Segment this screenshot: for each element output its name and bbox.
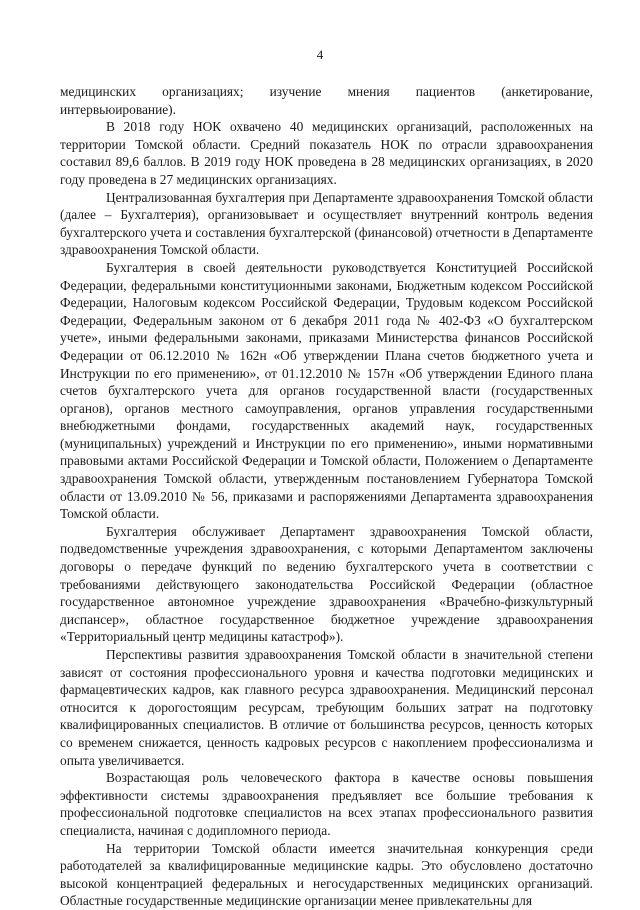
paragraph-human-factor: Возрастающая роль человеческого фактора в качестве основы повышения эффективности системы здравоохранения предъявляет все большие требования к профессиональной подготовке специалистов на всех этапах профессионального развития специалиста, начиная с додипломного периода. xyxy=(60,770,593,838)
document-body xyxy=(60,83,593,910)
paragraph-nok-coverage: В 2018 году НОК охвачено 40 медицинских организаций, расположенных на территории Томской области. Средний показатель НОК по отрасли здравоохранения составил 89,6 баллов. В 2019 году НОК проведена в 28 медицинских организациях, в 2020 году проведена в 27 медицинских организациях. xyxy=(60,119,593,187)
paragraph-legal-basis: Бухгалтерия в своей деятельности руководствуется Конституцией Российской Федерации, федеральными конституционными законами, Бюджетным кодексом Российской Федерации, Налоговым кодексом Российской Федерации, Трудовым кодексом Российской Федерации, Федеральным законом от 6 декабря 2011 года № 402-ФЗ «О бухгалтерском учете», иными федеральными законами, приказами Министерства финансов Российской Федерации от 06.12.2010 № 162н «Об утверждении Плана счетов бюджетного учета и Инструкции по его применению», от 01.12.2010 № 157н «Об утверждении Единого плана счетов бухгалтерского учета для органов государственной власти (государственных органов), органов местного самоуправления, органов управления государственными внебюджетными фондами, государственных академий наук, государственных (муниципальных) учреждений и Инструкции по его применению», иными нормативными правовыми актами Российской Федерации и Томской области, Положением о Департаменте здравоохранения Томской области, утвержденным постановлением Губернатора Томской области от 13.09.2010 № 56, приказами и распоряжениями Департамента здравоохранения Томской области. xyxy=(60,259,593,522)
paragraph-development-prospects: Перспективы развития здравоохранения Томской области в значительной степени зависят от состояния профессионального уровня и качества подготовки медицинских и фармацевтических кадров, как главного ресурса здравоохранения. Медицинский персонал относится к дорогостоящим ресурсам, требующим больших затрат на подготовку квалифицированных специалистов. В отличие от большинства ресурсов, ценность которых со временем снижается, ценность кадровых ресурсов с накоплением профессионализма и опыта увеличивается. xyxy=(60,647,593,768)
paragraph-central-accounting: Централизованная бухгалтерия при Департаменте здравоохранения Томской области (далее – Бухгалтерия), организовывает и осуществляет внутренний контроль ведения бухгалтерского учета и составления бухгалтерской (финансовой) отчетности в Департаменте здравоохранения Томской области. xyxy=(60,189,593,258)
page-number: 4 xyxy=(316,47,324,62)
paragraph-continuation: медицинских организациях; изучение мнения пациентов (анкетирование, интервьюирование). xyxy=(60,84,593,117)
paragraph-competition: На территории Томской области имеется значительная конкуренция среди работодателей за квалифицированные медицинские кадры. Это обусловлено достаточно высокой концентрацией федеральных и негосударственных медицинских организаций. Областные государственные медицинские организации менее привлекательны для xyxy=(60,840,593,909)
paragraph-accounting-services: Бухгалтерия обслуживает Департамент здравоохранения Томской области, подведомственные учреждения здравоохранения, с которыми Департаментом заключены договоры о передаче функций по ведению бухгалтерского учета в соответствии с требованиями действующего законодательства Российской Федерации (областное государственное автономное учреждение здравоохранения «Врачебно-физкультурный диспансер», областное государственное бюджетное учреждение здравоохранения «Территориальный центр медицины катастроф»). xyxy=(60,523,593,645)
